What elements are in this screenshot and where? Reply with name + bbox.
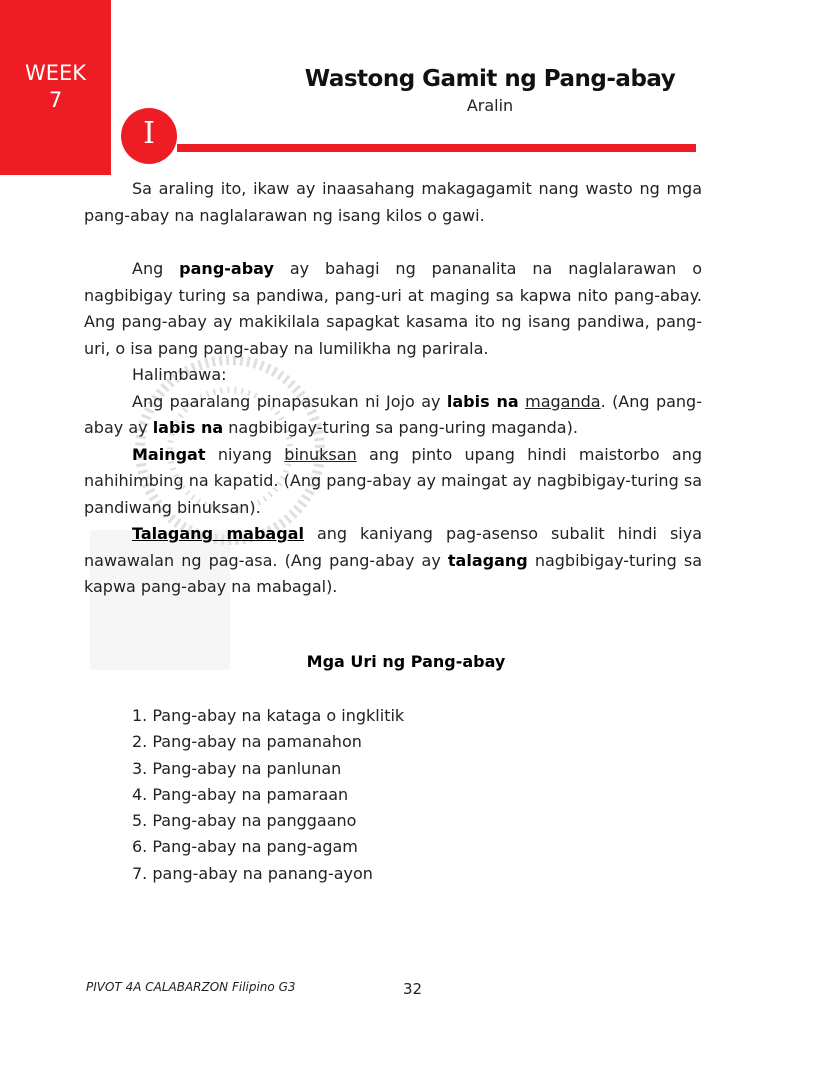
page-title: Wastong Gamit ng Pang-abay	[304, 66, 676, 92]
examples-label: Halimbawa:	[132, 365, 227, 384]
section-letter-badge: I	[121, 108, 177, 164]
list-item: 2. Pang-abay na pamanahon	[132, 732, 362, 752]
week-number: 7	[48, 88, 63, 112]
list-item: 6. Pang-abay na pang-agam	[132, 837, 358, 857]
page-number: 32	[403, 980, 423, 998]
definition-term: pang-abay	[179, 259, 274, 278]
title-divider	[177, 144, 696, 152]
example-2: Maingat niyang binuksan ang pinto upang hindi maistorbo ang nahihimbing na kapatid. (Ang pang-abay ay maingat ay nagbibigay-turing sa pandiwang binuksan).	[84, 444, 703, 517]
list-item: 5. Pang-abay na panggaano	[132, 811, 357, 831]
types-heading: Mga Uri ng Pang-abay	[306, 652, 506, 671]
list-item: 7. pang-abay na panang-ayon	[132, 863, 373, 883]
types-list	[132, 703, 404, 887]
list-item: 1. Pang-abay na kataga o ingklitik	[132, 706, 405, 725]
footer-text: PIVOT 4A CALABARZON Filipino G3	[86, 980, 296, 994]
list-item: 3. Pang-abay na panlunan	[132, 758, 342, 778]
definition-paragraph	[84, 256, 702, 601]
page-subtitle: Aralin	[466, 96, 514, 115]
week-label: WEEK	[24, 61, 87, 85]
week-badge	[0, 0, 111, 175]
intro-text: Sa araling ito, ikaw ay inaasahang makagagamit nang wasto ng mga pang-abay na naglalarawan ng isang kilos o gawi.	[84, 179, 702, 225]
definition-rest: ay bahagi ng pananalita na naglalarawan o nagbibigay turing sa pandiwa, pang-uri at maging sa kapwa nito pang-abay. Ang pang-abay ay makikilala sapagkat kasama ito ng isang pandiwa, pang-uri, o isa pang pang-abay na lumilikha ng parirala.	[84, 259, 702, 358]
definition-prefix: Ang	[132, 259, 164, 278]
example-1: Ang paaralang pinapasukan ni Jojo ay labis na maganda. (Ang pang-abay ay labis na nagbibigay-turing sa pang-uring maganda).	[84, 391, 702, 437]
example-3: Talagang mabagal ang kaniyang pag-asenso subalit hindi siya nawawalan ng pag-asa. (Ang pang-abay ay talagang nagbibigay-turing sa kapwa pang-abay na mabagal).	[84, 524, 703, 596]
intro-paragraph	[84, 176, 702, 229]
list-item: 4. Pang-abay na pamaraan	[132, 784, 349, 804]
